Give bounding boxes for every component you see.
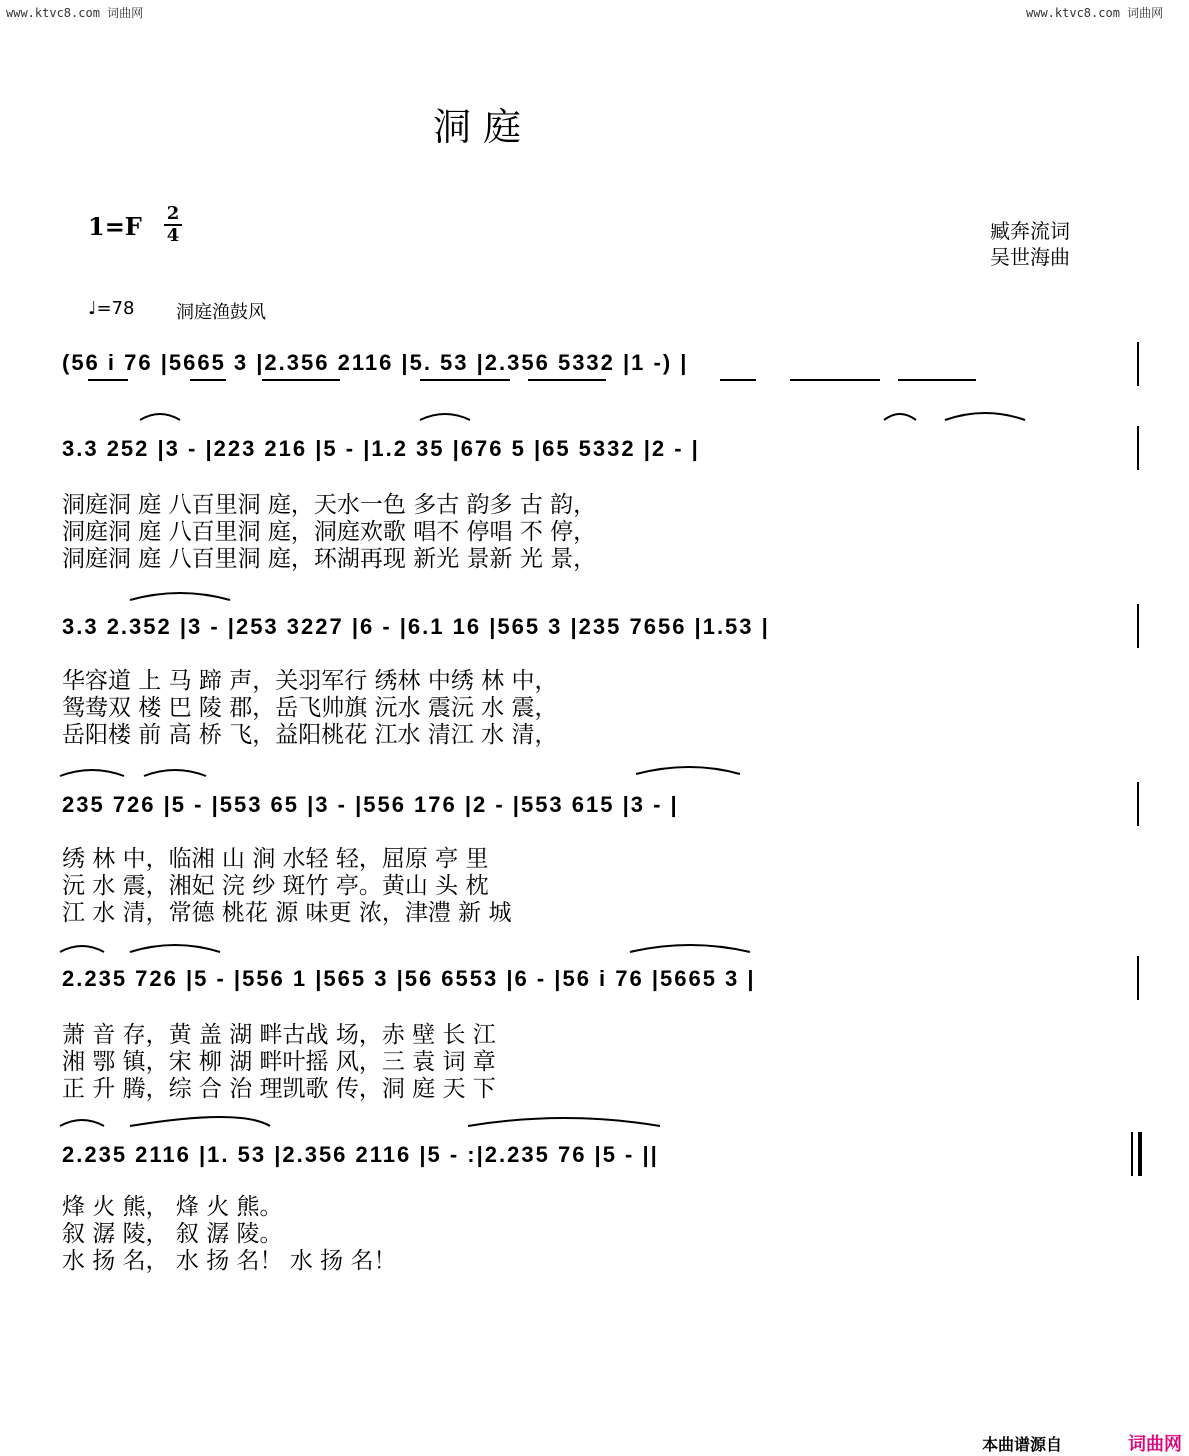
page-title: 洞 庭 xyxy=(433,105,522,149)
footer-source: 本曲谱源自 xyxy=(982,1435,1063,1454)
tempo-marking: ♩=78 xyxy=(88,298,135,319)
lyric-verse-3: 岳阳楼 前 高 桥 飞，益阳桃花 江水 清江 水 清， xyxy=(62,722,558,748)
lyric-verse-2: 湘 鄂 镇，宋 柳 湖 畔叶摇 风，三 袁 词 章 xyxy=(62,1049,496,1075)
lyric-verse-3: 江 水 清，常德 桃花 源 味更 浓，津澧 新 城 xyxy=(62,900,512,926)
tempo-style: 洞庭渔鼓风 xyxy=(176,302,266,323)
lyric-verse-3: 洞庭洞 庭 八百里洞 庭，环湖再现 新光 景新 光 景， xyxy=(62,546,597,572)
footer-brand-logo: 词曲网 xyxy=(1128,1434,1182,1455)
time-denominator: 4 xyxy=(166,225,180,246)
music-system-5: 2.235 726 |5 - |556 1 |565 3 |56 6553 |6 - |56 i 76 |5665 3 | xyxy=(62,966,756,991)
music-system-1: (56 i 76 |5665 3 |2.356 2116 |5. 53 |2.356 5332 |1 -) | xyxy=(62,350,689,375)
lyric-verse-3: 水 扬 名， 水 扬 名！ 水 扬 名！ xyxy=(62,1248,397,1274)
watermark-right: www.ktvc8.com 词曲网 xyxy=(1026,6,1164,20)
lyric-verse-3: 正 升 腾，综 合 治 理凯歌 传，洞 庭 天 下 xyxy=(62,1076,496,1102)
music-system-4: 235 726 |5 - |553 65 |3 - |556 176 |2 - |553 615 |3 - | xyxy=(62,792,679,817)
time-numerator: 2 xyxy=(166,203,180,224)
key-signature: 1=F xyxy=(88,212,142,241)
lyric-verse-2: 鸳鸯双 楼 巴 陵 郡，岳飞帅旗 沅水 震沅 水 震， xyxy=(62,695,558,721)
music-system-6: 2.235 2116 |1. 53 |2.356 2116 |5 - :|2.235 76 |5 - || xyxy=(62,1142,659,1167)
lyric-verse-2: 叙 潺 陵， 叙 潺 陵。 xyxy=(62,1221,283,1247)
lyric-verse-2: 沅 水 震，湘妃 浣 纱 斑竹 亭。黄山 头 枕 xyxy=(62,873,489,899)
lyricist: 臧奔流词 xyxy=(990,219,1070,243)
lyric-verse-1: 烽 火 熊， 烽 火 熊。 xyxy=(62,1194,283,1220)
composer: 吴世海曲 xyxy=(990,245,1070,269)
music-system-3: 3.3 2.352 |3 - |253 3227 |6 - |6.1 16 |565 3 |235 7656 |1.53 | xyxy=(62,614,770,639)
lyric-verse-1: 萧 音 存，黄 盖 湖 畔古战 场，赤 壁 长 江 xyxy=(62,1022,496,1048)
watermark-left: www.ktvc8.com 词曲网 xyxy=(6,6,144,20)
lyric-verse-1: 华容道 上 马 蹄 声，关羽军行 绣林 中绣 林 中， xyxy=(62,668,558,694)
lyric-verse-1: 洞庭洞 庭 八百里洞 庭，天水一色 多古 韵多 古 韵， xyxy=(62,492,597,518)
lyric-verse-1: 绣 林 中，临湘 山 涧 水轻 轻，屈原 亭 里 xyxy=(62,846,489,872)
lyric-verse-2: 洞庭洞 庭 八百里洞 庭，洞庭欢歌 唱不 停唱 不 停， xyxy=(62,519,597,545)
music-system-2: 3.3 252 |3 - |223 216 |5 - |1.2 35 |676 5 |65 5332 |2 - | xyxy=(62,436,700,461)
